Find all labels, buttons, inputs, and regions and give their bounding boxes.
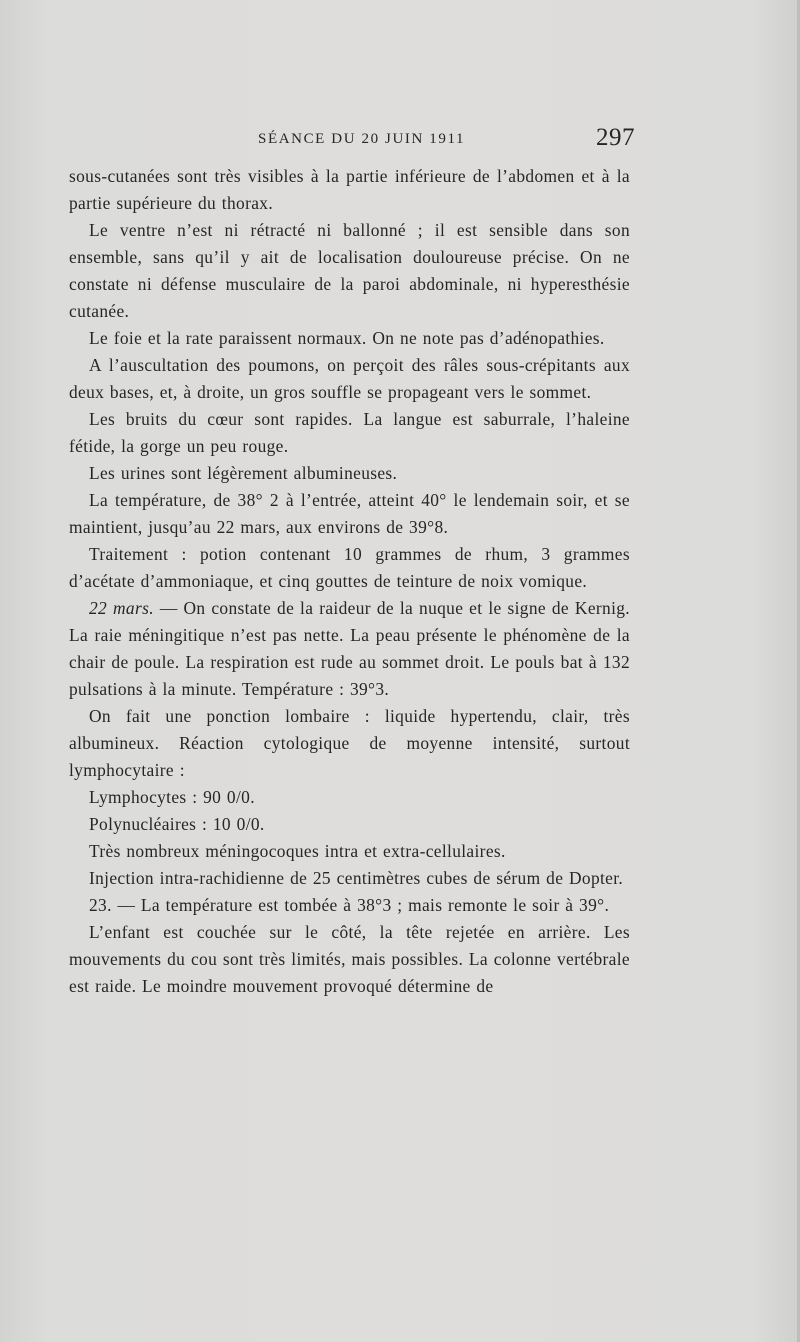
paragraph: Les bruits du cœur sont rapides. La langue est saburrale, l’haleine fétide, la gorge un peu rouge.: [69, 409, 630, 456]
body-text: [69, 163, 630, 1000]
paragraph: Le foie et la rate paraissent normaux. On ne note pas d’adénopathies.: [89, 328, 605, 348]
paragraph: Polynucléaires : 10 0/0.: [89, 814, 265, 834]
paragraph: sous-cutanées sont très visibles à la partie inférieure de l’abdomen et à la partie supérieure du thorax.: [69, 166, 630, 213]
page-header: [0, 124, 800, 156]
paragraph: La température, de 38° 2 à l’entrée, atteint 40° le lendemain soir, et se maintient, jusqu’au 22 mars, aux environs de 39°8.: [69, 490, 630, 537]
paragraph: Le ventre n’est ni rétracté ni ballonné ; il est sensible dans son ensemble, sans qu’il y ait de localisation douloureuse précise. On ne constate ni défense musculaire de la paroi abdominale, ni hyperesthésie cutanée.: [69, 220, 630, 321]
page-number: 297: [596, 124, 635, 151]
paragraph: A l’auscultation des poumons, on perçoit des râles sous-crépitants aux deux bases, et, à droite, un gros souffle se propageant vers le sommet.: [69, 355, 630, 402]
paragraph-text: — On constate de la raideur de la nuque et le signe de Kernig. La raie méningitique n’est pas nette. La peau présente le phénomène de la chair de poule. La respiration est rude au sommet droit. Le pouls bat à 132 pulsations à la minute. Température : 39°3.: [69, 598, 630, 699]
paragraph: 23. — La température est tombée à 38°3 ; mais remonte le soir à 39°.: [89, 895, 610, 915]
paragraph: [69, 595, 630, 703]
paragraph: Traitement : potion contenant 10 grammes de rhum, 3 grammes d’acétate d’ammoniaque, et cinq gouttes de teinture de noix vomique.: [69, 544, 630, 591]
paragraph: Très nombreux méningocoques intra et extra-cellulaires.: [89, 841, 506, 861]
paragraph: L’enfant est couchée sur le côté, la tête rejetée en arrière. Les mouvements du cou sont très limités, mais possibles. La colonne vertébrale est raide. Le moindre mouvement provoqué détermine de: [69, 922, 630, 996]
paragraph: On fait une ponction lombaire : liquide hypertendu, clair, très albumineux. Réaction cytologique de moyenne intensité, surtout lymphocytaire :: [69, 706, 630, 780]
paragraph: Lymphocytes : 90 0/0.: [89, 787, 255, 807]
entry-date: 22 mars.: [89, 598, 154, 618]
paragraph: Injection intra-rachidienne de 25 centimètres cubes de sérum de Dopter.: [89, 868, 624, 888]
paragraph: Les urines sont légèrement albumineuses.: [89, 463, 398, 483]
running-title: SÉANCE DU 20 JUIN 1911: [258, 131, 466, 147]
